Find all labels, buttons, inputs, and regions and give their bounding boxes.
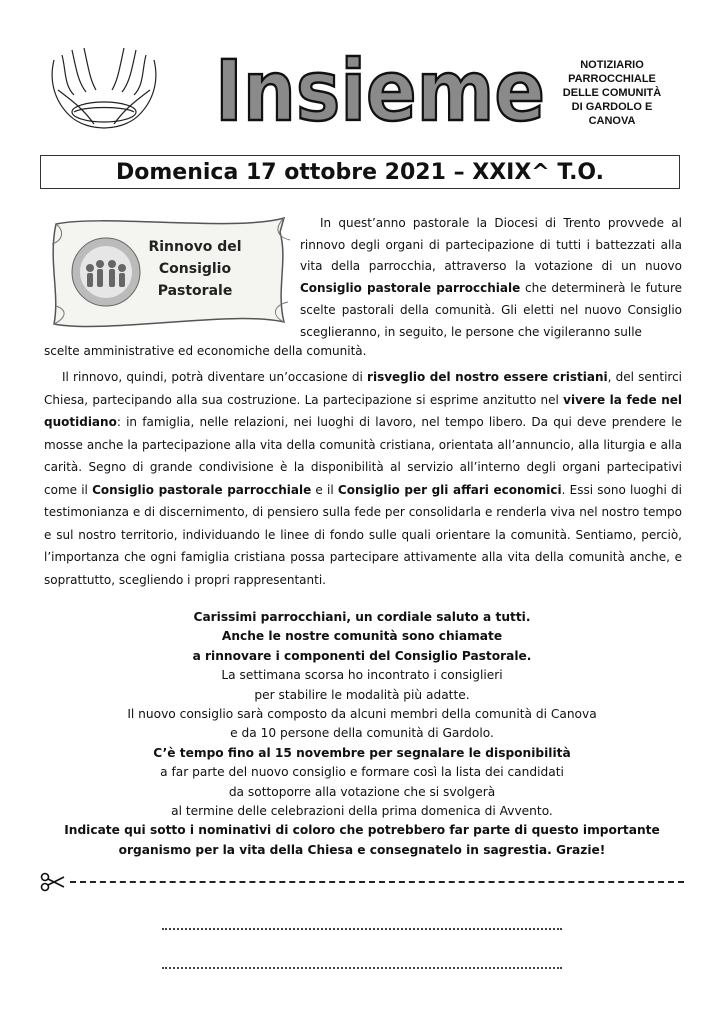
letter-line: C’è tempo fino al 15 novembre per segnalare le disponibilità — [153, 745, 571, 760]
body-bold-run: Consiglio pastorale parrocchiale — [92, 482, 312, 497]
badge-title — [140, 236, 250, 302]
hands-bread-icon — [44, 40, 164, 140]
name-entry-line[interactable] — [162, 928, 562, 930]
letter-line: al termine delle celebrazioni della prima domenica di Avvento. — [171, 804, 553, 819]
letter-line: per stabilire le modalità più adatte. — [254, 687, 470, 702]
body-text-run: , del sentirci Chiesa, partecipando alla sua costruzione. La partecipazione si esprime anzitutto nel — [44, 370, 683, 407]
letter-line: Indicate qui sotto i nominativi di coloro che potrebbero far parte di questo importante — [64, 823, 660, 838]
intro-lead: In quest’anno pastorale la Diocesi di Trento provvede al rinnovo degli organi di partecipazione di tutti i battezzati alla vita della parrocchia, attraverso la votazione di un nuovo — [300, 216, 682, 274]
badge-title-line: Rinnovo del — [148, 239, 242, 255]
letter-line: Anche le nostre comunità sono chiamate — [221, 629, 503, 644]
subtitle-line: CANOVA — [588, 115, 636, 127]
body-bold-run: vivere la fede nel quotidiano — [44, 392, 682, 429]
subtitle-line: PARROCCHIALE — [568, 73, 656, 85]
people-circle-icon — [72, 238, 140, 306]
name-entry-line[interactable] — [162, 967, 562, 969]
body-text-run: Il rinnovo, quindi, potrà diventare un’occasione di — [62, 370, 368, 384]
intro-mid: che determinerà le future scelte pastorali della comunità. Gli eletti nel nuovo Consiglio sceglieranno, in seguito, le persone che vigileranno sulle — [300, 281, 682, 339]
body-text-run: : in famiglia, nelle relazioni, nei luoghi di lavoro, nel tempo libero. Da qui deve prendere le mosse anche la partecipazione alla vita della comunità cristiana, orientata all’annuncio, alla liturgia e alla carità. Segno di grande condivisione è la disponibilità al servizio all’interno degli organi partecipativi come il — [44, 415, 682, 497]
subtitle-line: DI GARDOLO E — [571, 101, 653, 113]
body-text-run: e il — [311, 482, 338, 497]
body-paragraph — [44, 366, 682, 591]
date-banner: Domenica 17 ottobre 2021 – XXIX^ T.O. — [40, 155, 680, 189]
letter-line: da sottoporre alla votazione che si svolgerà — [228, 784, 496, 799]
masthead-subtitle — [552, 58, 672, 128]
badge-title-line: Consiglio — [158, 261, 232, 277]
subtitle-line: DELLE COMUNITÀ — [562, 87, 662, 99]
cut-line — [40, 870, 684, 894]
badge-title-line: Pastorale — [157, 283, 233, 299]
body-bold-run: Consiglio per gli affari economici — [337, 482, 562, 497]
letter-line: organismo per la vita della Chiesa e consegnatelo in sagrestia. Grazie! — [118, 842, 606, 857]
subtitle-line: NOTIZIARIO — [580, 59, 644, 71]
scissors-icon — [40, 872, 66, 892]
intro-paragraph-tail: scelte amministrative ed economiche della comunità. — [44, 344, 367, 358]
priest-letter — [40, 608, 684, 860]
letter-line: a far parte del nuovo consiglio e formare così la lista dei candidati — [160, 765, 564, 780]
intro-paragraph — [300, 213, 682, 343]
letter-line: La settimana scorsa ho incontrato i consiglieri — [221, 668, 503, 683]
letter-line: Il nuovo consiglio sarà composto da alcuni membri della comunità di Canova — [127, 707, 597, 722]
masthead-title: Insieme — [215, 42, 545, 132]
body-bold-run: risveglio del nostro essere cristiani — [367, 370, 608, 384]
masthead-logo — [210, 42, 550, 132]
letter-line: e da 10 persone della comunità di Gardolo. — [230, 726, 494, 741]
dashed-cut-line — [70, 881, 684, 883]
letter-line: a rinnovare i componenti del Consiglio Pastorale. — [192, 648, 532, 663]
letter-line: Carissimi parrocchiani, un cordiale saluto a tutti. — [193, 610, 531, 624]
body-text-run: . Essi sono luoghi di testimonianza e di discernimento, di pensiero sulla fede per consolidarla e renderla viva nel nostro tempo e sul nostro territorio, individuando le linee di fondo sulle quali orientare la comunità. Sentiamo, perciò, l’importanza che ogni famiglia cristiana possa partecipare attivamente alla vita della comunità anche, e soprattutto, scegliendo i propri rappresentanti. — [44, 482, 682, 587]
intro-bold: Consiglio pastorale parrocchiale — [300, 281, 521, 296]
